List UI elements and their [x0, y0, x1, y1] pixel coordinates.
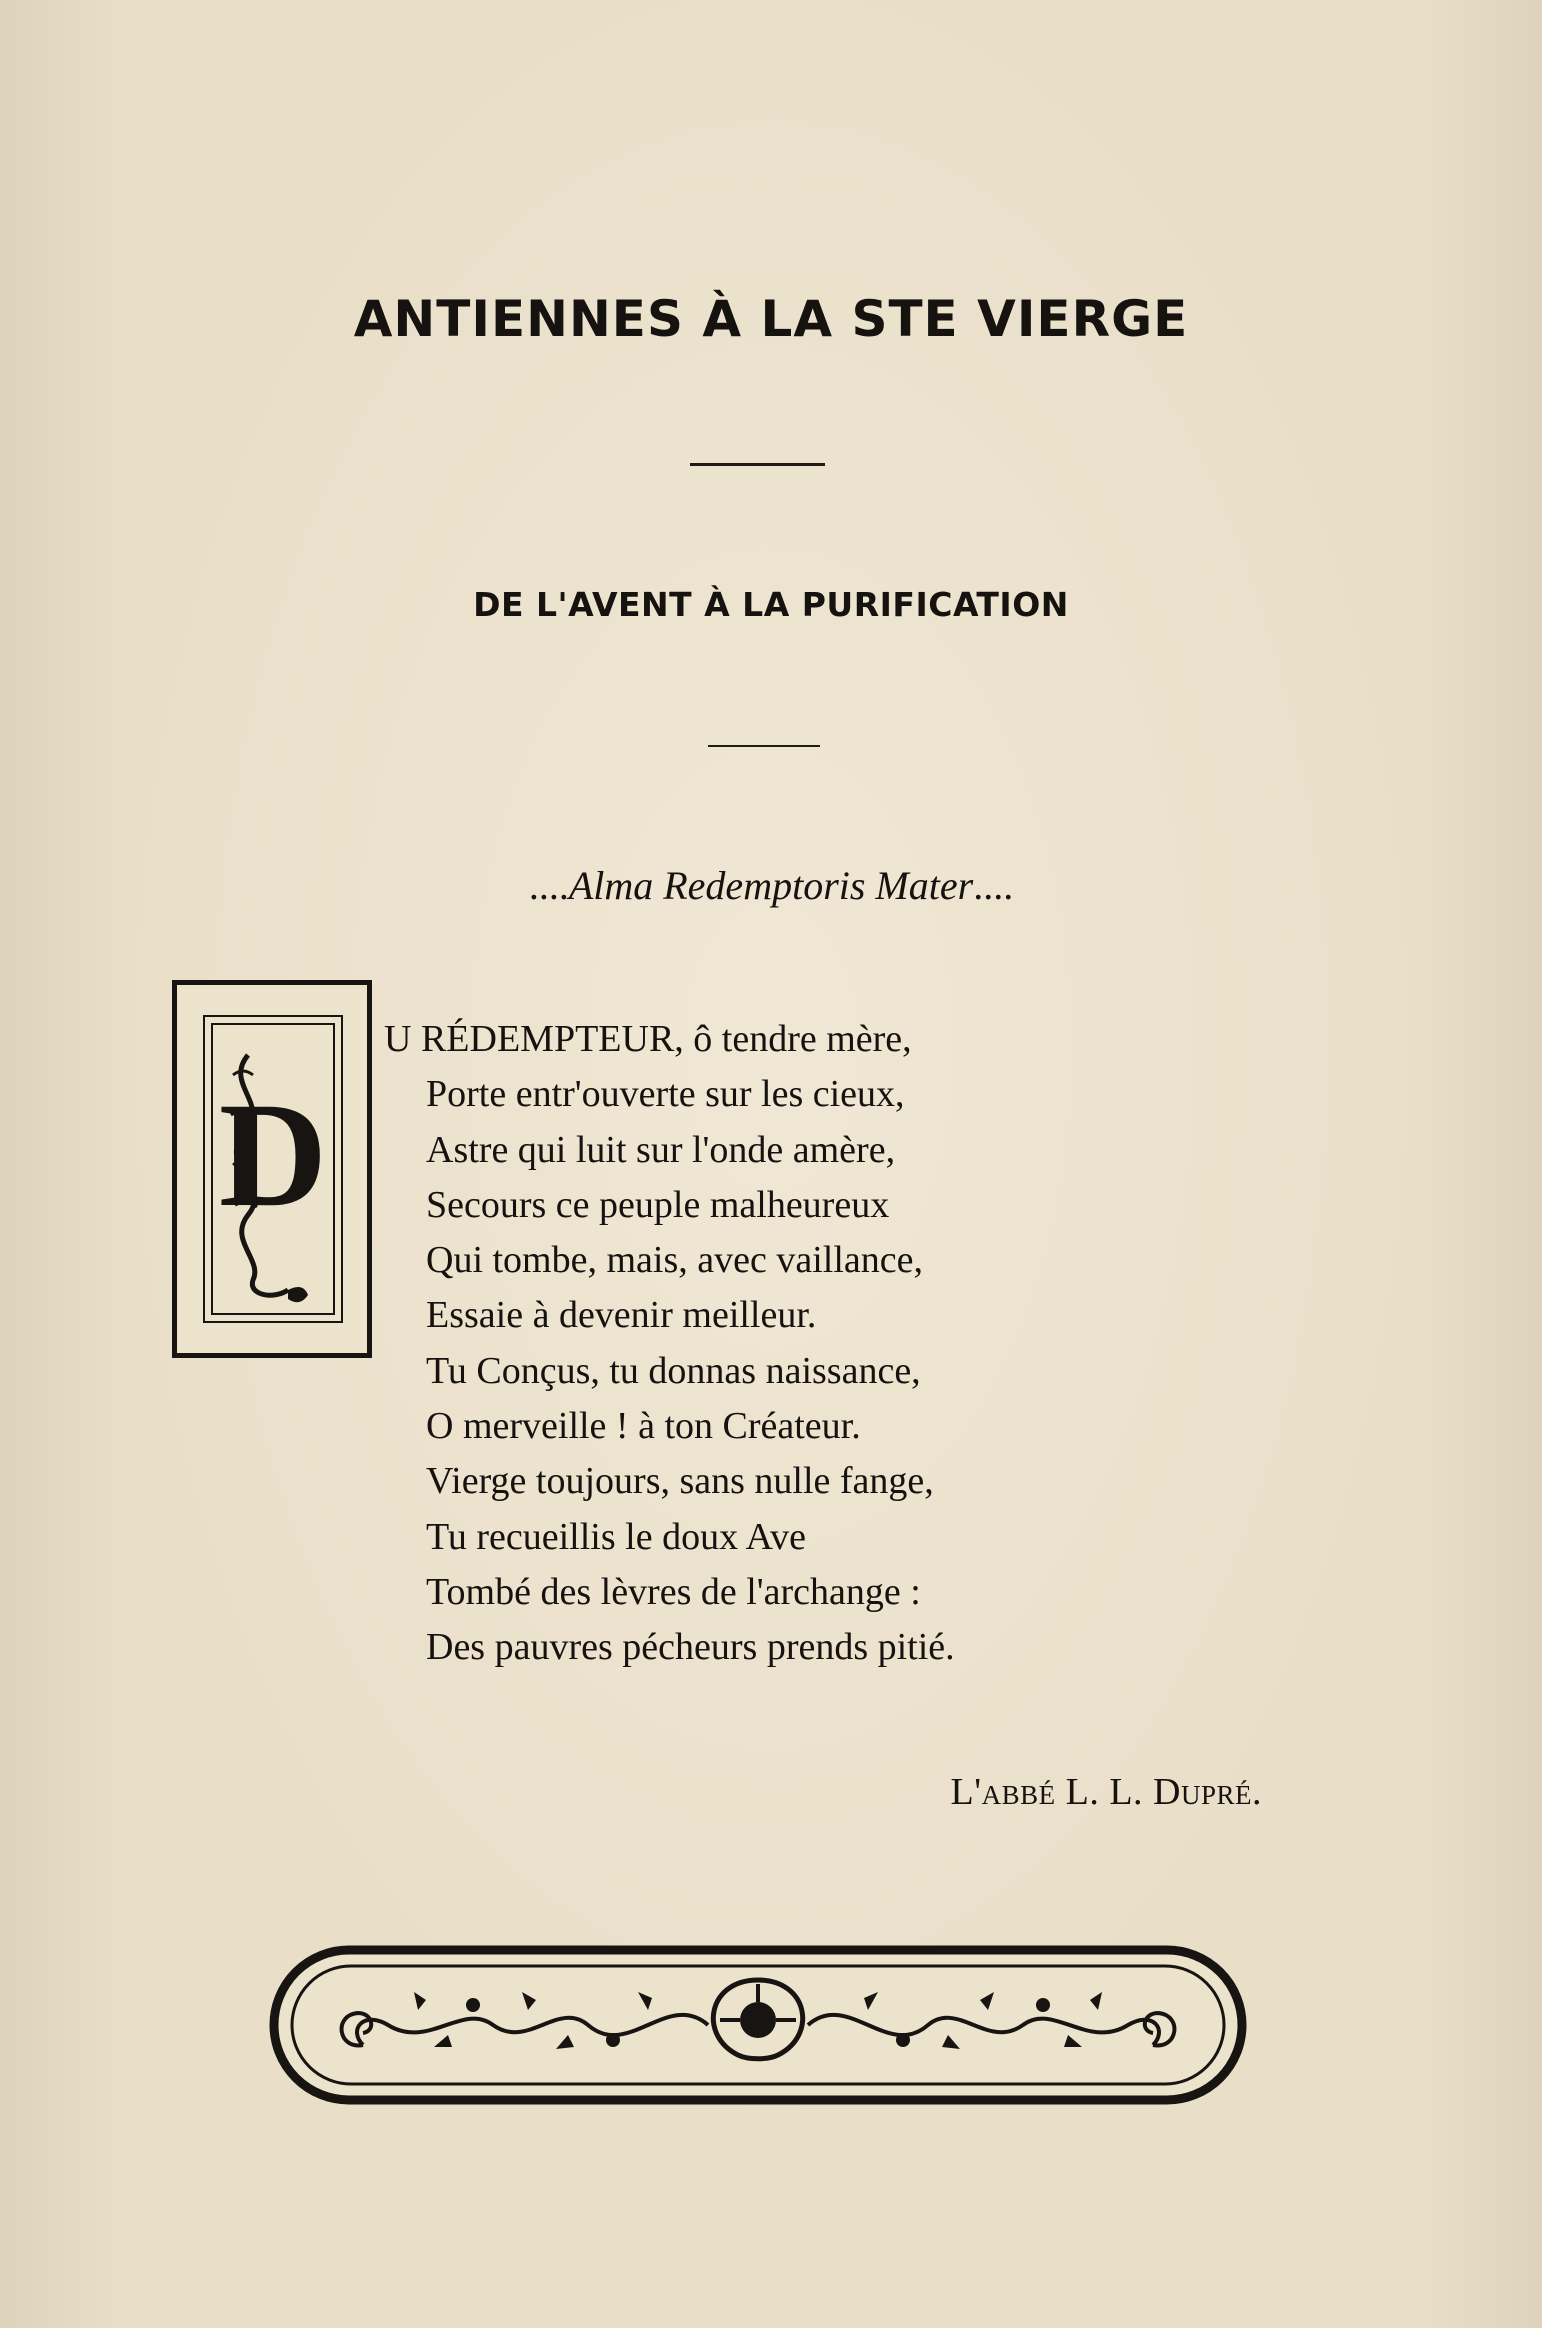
page-title: ANTIENNES À LA STE VIERGE	[353, 290, 1189, 348]
poem-line: Qui tombe, mais, avec vaillance,	[426, 1239, 923, 1282]
poem-line: Astre qui luit sur l'onde amère,	[426, 1128, 896, 1171]
title-divider-rule	[690, 463, 825, 466]
poem-line: Tu recueillis le doux Ave	[426, 1515, 806, 1558]
poem-line: Tombé des lèvres de l'archange :	[426, 1570, 921, 1613]
poem-line: Essaie à devenir meilleur.	[426, 1294, 817, 1337]
section-subtitle: DE L'AVENT À LA PURIFICATION	[473, 585, 1069, 624]
incipit-trail-dots: ....	[973, 863, 1014, 908]
author-signature: L'abbé L. L. Dupré.	[950, 1771, 1262, 1813]
drop-cap-glyph: D	[218, 1072, 328, 1238]
incipit-text: Alma Redemptoris Mater	[568, 863, 974, 908]
poem-line: Porte entr'ouverte sur les cieux,	[426, 1073, 905, 1116]
incipit-line	[0, 862, 1542, 909]
poem-line: Secours ce peuple malheureux	[426, 1183, 890, 1226]
poem-line: Vierge toujours, sans nulle fange,	[426, 1460, 934, 1503]
poem-line: Tu Conçus, tu donnas naissance,	[426, 1349, 921, 1392]
incipit-lead-dots: ....	[528, 863, 569, 908]
floral-tailpiece-ornament	[268, 1940, 1248, 2110]
poem-line: O merveille ! à ton Créateur.	[426, 1405, 861, 1448]
poem-line: U RÉDEMPTEUR, ô tendre mère,	[384, 1018, 912, 1060]
drop-cap-frame	[172, 980, 372, 1358]
poem-line: Des pauvres pécheurs prends pitié.	[426, 1626, 955, 1669]
poem-body	[384, 1012, 955, 1676]
drop-cap-letter	[203, 1015, 343, 1323]
subtitle-divider-rule	[708, 745, 820, 747]
